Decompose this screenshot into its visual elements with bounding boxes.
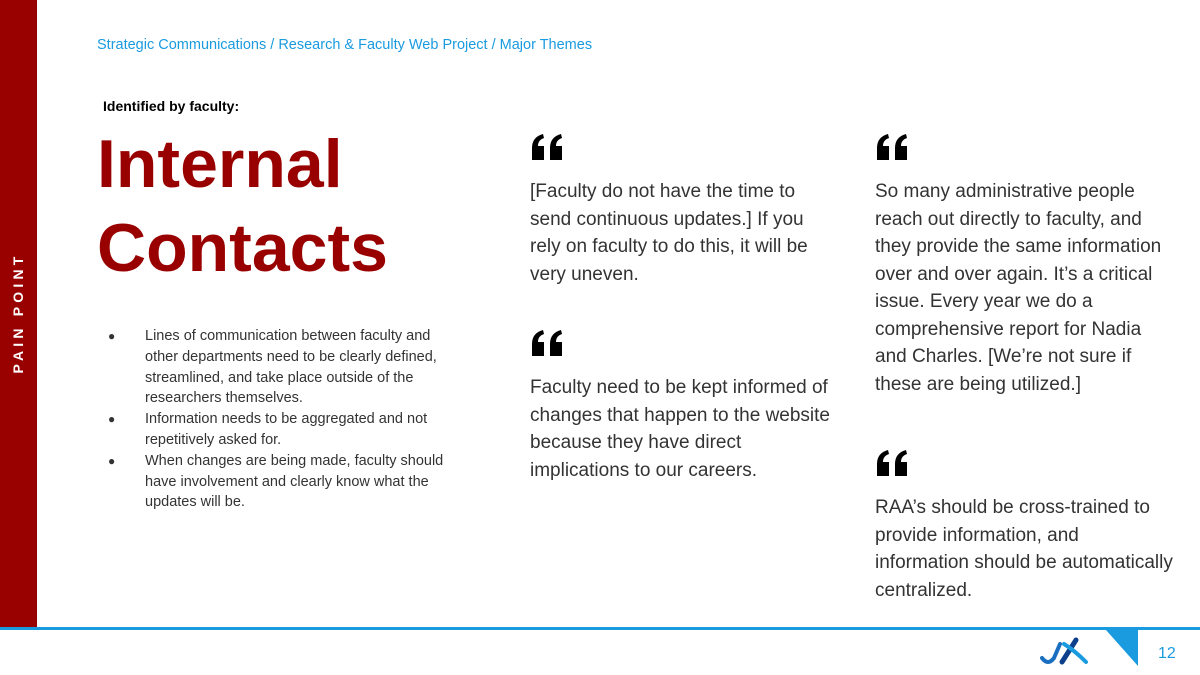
- list-item: [108, 326, 448, 409]
- quote-text: Faculty need to be kept informed of changes that happen to the website because they have direct implications to our careers.: [530, 377, 831, 481]
- list-item-text: Information needs to be aggregated and not repetitively asked for.: [145, 411, 428, 448]
- quote-block: [530, 330, 830, 484]
- quote-text: So many administrative people reach out directly to faculty, and they provide the same information over and over again. It’s a critical issue. Every year we do a comprehensive report for Nadia and Charles. [We’re not sure if these are being utilized.]: [875, 181, 1162, 395]
- open-quote-icon: [875, 134, 915, 178]
- breadcrumb: Strategic Communications / Research & Faculty Web Project / Major Themes: [97, 37, 593, 53]
- page-title-line-1: Internal: [97, 126, 343, 202]
- bullet-icon: ●: [108, 453, 116, 468]
- bullet-list: [108, 326, 448, 513]
- bullet-icon: ●: [108, 329, 116, 343]
- list-item: [108, 451, 448, 513]
- bullet-icon: ●: [108, 412, 116, 427]
- page-title-line-2: Contacts: [97, 210, 388, 286]
- logo-mark: [1040, 636, 1092, 671]
- list-item: [108, 409, 448, 451]
- subheading: Identified by faculty:: [103, 98, 240, 114]
- corner-triangle: [1106, 630, 1138, 666]
- open-quote-icon: [530, 330, 570, 374]
- quote-text: RAA’s should be cross-trained to provide information, and information should be automatically centralized.: [875, 497, 1173, 601]
- page-number: 12: [1158, 645, 1176, 662]
- quote-block: [875, 134, 1173, 398]
- quote-block: [530, 134, 830, 288]
- footer-divider: [0, 627, 1200, 630]
- open-quote-icon: [530, 134, 570, 178]
- page-title: [97, 122, 457, 290]
- list-item-text: Lines of communication between faculty and other departments need to be clearly defined, streamlined, and take place outside of the researchers themselves.: [145, 328, 437, 407]
- quote-block: [875, 450, 1173, 604]
- open-quote-icon: [875, 450, 915, 494]
- sidebar-band: [0, 0, 37, 627]
- list-item-text: When changes are being made, faculty should have involvement and clearly know what the updates will be.: [145, 452, 444, 511]
- quote-text: [Faculty do not have the time to send continuous updates.] If you rely on faculty to do this, it will be very uneven.: [530, 181, 808, 285]
- sidebar-label: PAIN POINT: [10, 252, 26, 374]
